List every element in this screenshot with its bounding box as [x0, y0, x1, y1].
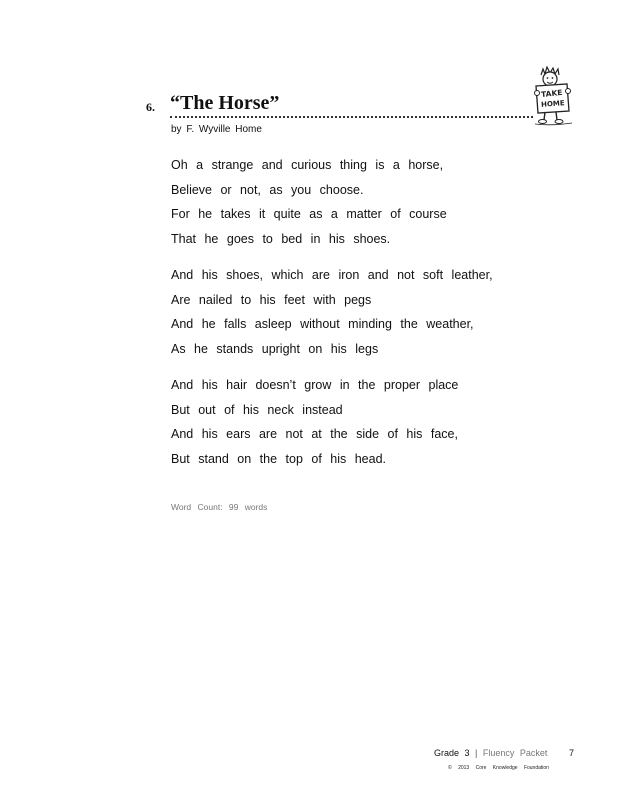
svg-text:HOME: HOME	[540, 99, 565, 109]
page-number: 7	[568, 748, 574, 758]
poem-line: Are nailed to his feet with pegs	[171, 292, 372, 307]
poem-line: That he goes to bed in his shoes.	[171, 231, 391, 246]
poem-line: And he falls asleep without minding the weather,	[171, 317, 474, 331]
footer-grade: Grade 3	[434, 748, 470, 758]
svg-text:TAKE: TAKE	[540, 87, 563, 100]
take-home-badge	[532, 66, 576, 126]
poem-line: Believe or not, as you choose.	[171, 182, 364, 197]
title-dotted-rule	[170, 116, 533, 118]
poem-line: And his ears are not at the side of his face,	[171, 427, 458, 441]
passage-byline: by F. Wyville Home	[171, 124, 262, 135]
footer-copyright: © 2013 Core Knowledge Foundation	[448, 765, 549, 771]
poem-stanza-2	[171, 263, 493, 361]
passage-title: “The Horse”	[170, 92, 280, 114]
poem-line: But stand on the top of his head.	[171, 451, 386, 466]
take-home-kid-icon	[532, 66, 576, 126]
word-count: Word Count: 99 words	[171, 502, 268, 512]
passage-number: 6.	[146, 100, 155, 114]
poem-line: And his hair doesn’t grow in the proper place	[171, 378, 459, 392]
poem-line: But out of his neck instead	[171, 402, 343, 417]
poem-line: And his shoes, which are iron and not soft leather,	[171, 268, 493, 282]
footer-packet: Fluency Packet	[482, 748, 548, 758]
poem-stanza-1	[171, 153, 447, 251]
page-footer	[434, 748, 574, 758]
poem-line: As he stands upright on his legs	[171, 341, 379, 356]
footer-separator: |	[475, 748, 478, 758]
poem-stanza-3	[171, 373, 458, 471]
poem-line: For he takes it quite as a matter of course	[171, 207, 447, 221]
poem-line: Oh a strange and curious thing is a horse,	[171, 158, 444, 172]
